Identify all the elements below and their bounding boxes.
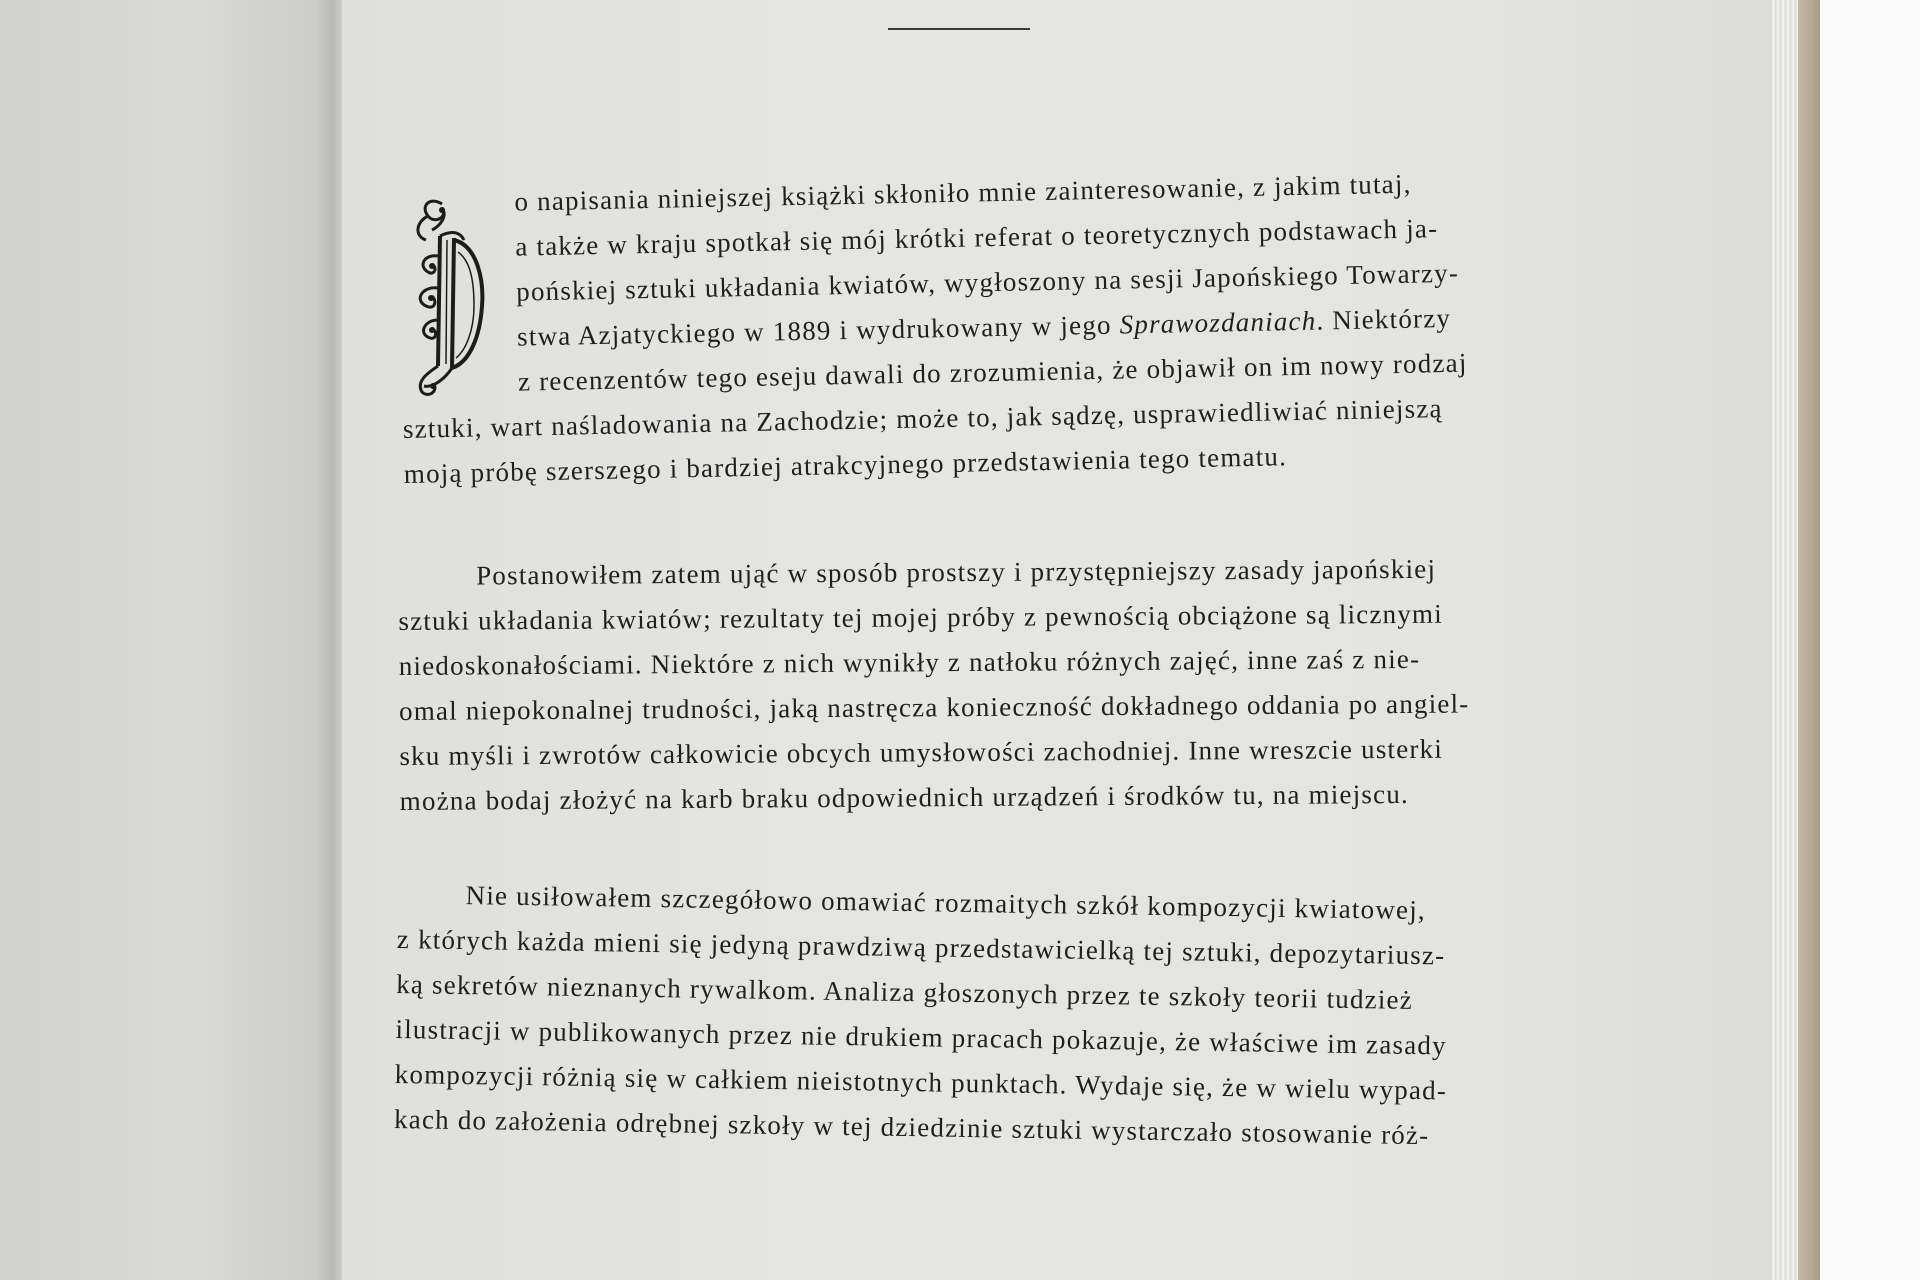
text-line: ką sekretów nieznanych rywalkom. Analiza głoszonych przez te szkoły teorii tudzież (396, 968, 1414, 1015)
top-rule (888, 28, 1030, 30)
backdrop (1820, 0, 1920, 1280)
paragraph-2 (398, 546, 1560, 824)
paragraph-3 (394, 872, 1558, 1160)
text-line: z recenzentów tego eseju dawali do zrozumienia, że objawił on im nowy rodzaj (517, 347, 1468, 397)
text-line: moją próbę szerszego i bardziej atrakcyjnego przedstawienia tego tematu. (403, 441, 1288, 489)
text-line: omal niepokonalnej trudności, jaką nastręcza konieczność dokładnego oddania po angiel- (398, 688, 1470, 726)
text-line: z których każda mieni się jedyną prawdziwą przedstawicielką tej sztuki, depozytariusz- (396, 923, 1446, 971)
page-edge-stack (1772, 0, 1798, 1280)
paragraph-1 (398, 159, 1564, 497)
text-line: kach do założenia odrębnej szkoły w tej dziedzinie sztuki wystarczało stosowanie róż- (393, 1103, 1430, 1151)
text-line: pońskiej sztuki układania kwiatów, wygłoszony na sesji Japońskiego Towarzy- (515, 257, 1460, 307)
text-line: można bodaj złożyć na karb braku odpowiednich urządzeń i środków tu, na miejscu. (399, 778, 1410, 816)
journal-title: Sprawozdaniach (1119, 305, 1317, 340)
text-line: kompozycji różnią się w całkiem nieistotnych punktach. Wydaje się, że w wielu wypad- (394, 1058, 1448, 1106)
text-run: . Niektórzy (1316, 302, 1452, 336)
text-line: a także w kraju spotkał się mój krótki referat o teoretycznych podstawach ja- (515, 213, 1439, 262)
text-run: stwa Azjatyckiego w 1889 i wydrukowany w jego (516, 309, 1120, 352)
text-line: ilustracji w publikowanych przez nie drukiem pracach pokazuje, że właściwe im zasady (395, 1013, 1448, 1061)
text-line: sztuki układania kwiatów; rezultaty tej mojej próby z pewnością obciążone są licznymi (398, 598, 1444, 636)
text-line: niedoskonałościami. Niektóre z nich wynikły z natłoku różnych zajęć, inne zaś z nie- (398, 643, 1421, 681)
text-line: Postanowiłem zatem ująć w sposób prostszy i przystępniejszy zasady japońskiej (476, 553, 1437, 591)
text-line: Nie usiłowałem szczegółowo omawiać rozmaitych szkół kompozycji kwiatowej, (465, 880, 1427, 926)
left-page (0, 0, 330, 1280)
text-line: o napisania niniejszej książki skłoniło mnie zainteresowanie, z jakim tutaj, (514, 168, 1412, 217)
book-cover (1798, 0, 1820, 1280)
text-line: sku myśli i zwrotów całkowicie obcych umysłowości zachodniej. Inne wreszcie usterki (399, 733, 1444, 771)
text-line: sztuki, wart naśladowania na Zachodzie; może to, jak sądzę, usprawiedliwiać niniejszą (402, 393, 1443, 444)
